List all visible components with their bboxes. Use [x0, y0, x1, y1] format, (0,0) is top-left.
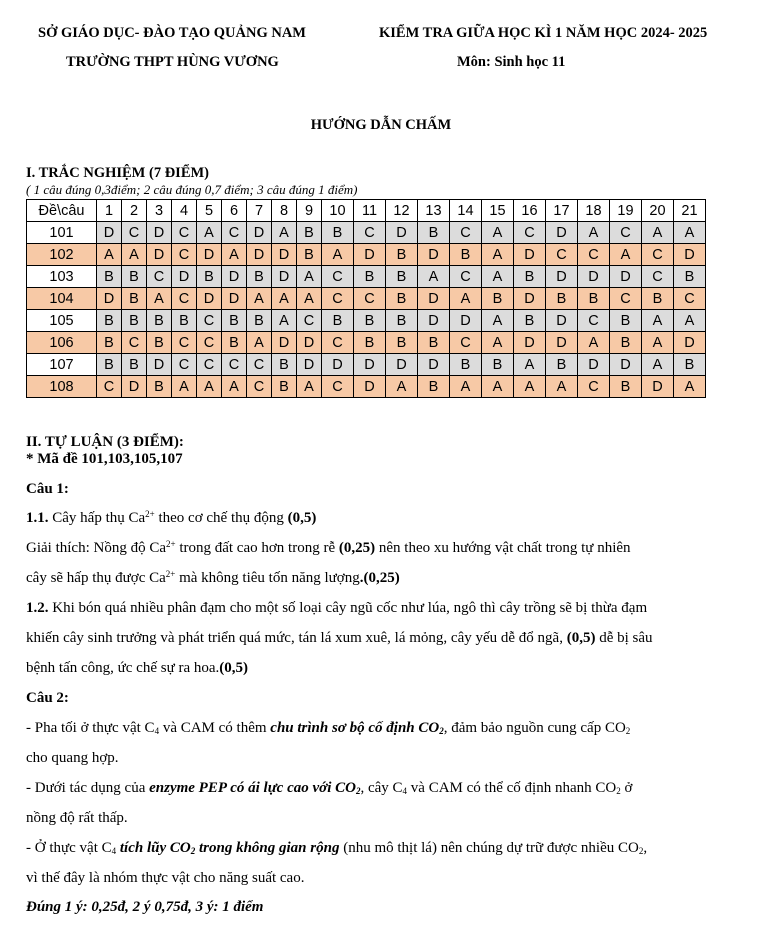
score: (0,25): [338, 540, 376, 556]
table-header-question: 16: [514, 200, 546, 222]
answer-cell: C: [172, 288, 197, 310]
answer-2-point3-line2: [26, 870, 304, 887]
answer-cell: D: [610, 354, 642, 376]
point-text: , đảm bảo nguồn cung cấp CO: [443, 720, 626, 736]
answer-cell: D: [546, 310, 578, 332]
answer-cell: C: [674, 288, 706, 310]
table-header-question: 15: [482, 200, 514, 222]
answer-cell: D: [354, 354, 386, 376]
answer-cell: A: [642, 310, 674, 332]
point-text: ở: [620, 780, 633, 796]
subscript: 4: [154, 726, 160, 736]
answer-cell: B: [272, 354, 297, 376]
expl-text: cây sẽ hấp thụ được Ca: [26, 570, 166, 586]
answer-cell: B: [147, 310, 172, 332]
answer-1-2-line1: [26, 600, 647, 617]
superscript: 2+: [165, 539, 176, 549]
point-emphasis: chu trình sơ bộ cố định CO: [270, 720, 440, 736]
answer-1-2-text: dễ bị sâu: [595, 630, 653, 646]
answer-cell: D: [222, 288, 247, 310]
answer-cell: D: [197, 244, 222, 266]
answer-2-point1-line1: [26, 720, 630, 737]
answer-cell: B: [514, 266, 546, 288]
point-text: ,: [643, 840, 648, 856]
answer-1-1-text2: theo cơ chế thụ động: [154, 510, 288, 526]
answer-cell: A: [322, 244, 354, 266]
answer-1-1-explanation-line1: [26, 540, 631, 557]
table-row: [27, 222, 706, 244]
answer-cell: B: [322, 222, 354, 244]
answer-cell: D: [578, 266, 610, 288]
answer-cell: A: [610, 244, 642, 266]
answer-cell: D: [147, 222, 172, 244]
answer-cell: B: [482, 288, 514, 310]
answer-cell: B: [386, 266, 418, 288]
answer-cell: A: [674, 310, 706, 332]
answer-cell: B: [354, 332, 386, 354]
point-emphasis: tích lũy CO: [116, 840, 191, 856]
table-header-question: 20: [642, 200, 674, 222]
answer-cell: B: [222, 310, 247, 332]
answer-cell: A: [514, 354, 546, 376]
exam-title: KIỂM TRA GIỮA HỌC KÌ 1 NĂM HỌC 2024- 2025: [379, 25, 708, 41]
subscript: 2: [439, 726, 444, 736]
answer-cell: A: [197, 222, 222, 244]
answer-cell: B: [122, 266, 147, 288]
exam-code-cell: 107: [27, 354, 97, 376]
question1-label: Câu 1:: [26, 481, 69, 497]
score: (0,5): [287, 510, 317, 526]
table-header-question: 12: [386, 200, 418, 222]
table-header-question: 7: [247, 200, 272, 222]
answer-cell: B: [578, 288, 610, 310]
answer-cell: D: [450, 310, 482, 332]
table-header-question: 21: [674, 200, 706, 222]
answer-cell: A: [297, 376, 322, 398]
answer-2-point1-line2: [26, 750, 119, 767]
department-name: SỞ GIÁO DỤC- ĐÀO TẠO QUẢNG NAM: [38, 25, 306, 41]
table-row: [27, 244, 706, 266]
answer-cell: B: [222, 332, 247, 354]
answer-cell: D: [546, 332, 578, 354]
answer-cell: D: [122, 376, 147, 398]
answer-cell: D: [272, 244, 297, 266]
answer-cell: A: [450, 376, 482, 398]
answer-cell: B: [322, 310, 354, 332]
answer-cell: A: [642, 354, 674, 376]
point-text: và CAM có thêm: [159, 720, 271, 736]
table-header-question: 1: [97, 200, 122, 222]
point-emphasis: trong không gian rộng: [195, 840, 340, 856]
exam-code-cell: 103: [27, 266, 97, 288]
answer-cell: C: [610, 288, 642, 310]
answer-1-2-text: bệnh tấn công, ức chế sự ra hoa.: [26, 660, 220, 676]
answer-1-1-text: Cây hấp thụ Ca: [48, 510, 146, 526]
subscript: 2: [190, 846, 196, 856]
answer-cell: D: [354, 244, 386, 266]
answer-cell: A: [482, 266, 514, 288]
point-text: , cây C: [360, 780, 403, 796]
answer-cell: A: [674, 222, 706, 244]
table-header-question: 9: [297, 200, 322, 222]
answer-cell: B: [674, 354, 706, 376]
answer-cell: D: [386, 222, 418, 244]
answer-cell: C: [610, 222, 642, 244]
answer-cell: D: [222, 266, 247, 288]
answer-cell: D: [97, 222, 122, 244]
answer-cell: B: [642, 288, 674, 310]
expl-text: Giải thích: Nồng độ Ca: [26, 540, 166, 556]
answer-cell: D: [418, 354, 450, 376]
answer-cell: C: [247, 376, 272, 398]
point-emphasis: enzyme PEP có ái lực cao với CO: [149, 780, 356, 796]
answer-cell: A: [642, 222, 674, 244]
answer-cell: D: [514, 288, 546, 310]
table-row: [27, 288, 706, 310]
answer-cell: C: [546, 244, 578, 266]
answer-1-2-line3: [26, 660, 248, 677]
answer-cell: D: [272, 266, 297, 288]
answer-cell: A: [450, 288, 482, 310]
answer-cell: C: [322, 288, 354, 310]
exam-code-cell: 106: [27, 332, 97, 354]
subject-name: Môn: Sinh học 11: [457, 54, 566, 70]
answer-2-point3-line1: [26, 840, 647, 857]
subscript: 4: [111, 846, 117, 856]
table-header-question: 14: [450, 200, 482, 222]
answer-cell: B: [418, 332, 450, 354]
answer-cell: A: [272, 288, 297, 310]
answer-cell: B: [546, 288, 578, 310]
expl-text: nên theo xu hướng vật chất trong tự nhiên: [375, 540, 631, 556]
answer-cell: A: [222, 376, 247, 398]
answer-cell: B: [354, 266, 386, 288]
answer-cell: D: [272, 332, 297, 354]
answer-1-2-line2: [26, 630, 653, 647]
answer-cell: D: [354, 376, 386, 398]
section2-heading: II. TỰ LUẬN (3 ĐIỂM):: [26, 434, 184, 450]
subscript: 2: [616, 786, 621, 796]
answer-1-1: [26, 510, 316, 527]
answer-cell: A: [272, 222, 297, 244]
point-text: (nhu mô thịt lá) nên chúng dự trữ được nhiều CO: [339, 840, 639, 856]
answer-cell: C: [172, 222, 197, 244]
superscript: 2+: [145, 509, 155, 519]
answer-cell: C: [354, 222, 386, 244]
answer-cell: C: [172, 354, 197, 376]
point-text: vì thế đây là nhóm thực vật cho năng suất cao.: [26, 870, 305, 886]
answer-cell: C: [642, 244, 674, 266]
answer-cell: B: [172, 310, 197, 332]
answer-cell: B: [610, 332, 642, 354]
answer-cell: A: [122, 244, 147, 266]
answer-cell: C: [222, 354, 247, 376]
answer-cell: D: [674, 244, 706, 266]
exam-code-cell: 104: [27, 288, 97, 310]
expl-text: mà không tiêu tốn năng lượng: [175, 570, 360, 586]
answer-cell: D: [297, 354, 322, 376]
table-row: [27, 376, 706, 398]
answer-cell: B: [386, 332, 418, 354]
answer-cell: B: [122, 310, 147, 332]
answer-key-table: [26, 199, 706, 398]
table-header-question: 3: [147, 200, 172, 222]
answer-cell: D: [386, 354, 418, 376]
answer-1-2-text: Khi bón quá nhiều phân đạm cho một số loại cây ngũ cốc như lúa, ngô thì cây trồng sẽ bị thừa đạm: [48, 600, 648, 616]
answer-cell: A: [247, 288, 272, 310]
table-header-question: 4: [172, 200, 197, 222]
answer-cell: A: [172, 376, 197, 398]
answer-cell: C: [147, 266, 172, 288]
answer-cell: D: [418, 288, 450, 310]
answer-cell: B: [97, 266, 122, 288]
answer-cell: C: [578, 244, 610, 266]
exam-codes: * Mã đề 101,103,105,107: [26, 451, 183, 467]
answer-cell: A: [222, 244, 247, 266]
answer-cell: A: [482, 376, 514, 398]
answer-cell: D: [147, 354, 172, 376]
point-text: - Ở thực vật C: [26, 840, 112, 856]
answer-cell: B: [546, 354, 578, 376]
question2-label: Câu 2:: [26, 690, 69, 706]
answer-cell: A: [578, 332, 610, 354]
answer-cell: B: [450, 244, 482, 266]
answer-cell: B: [386, 288, 418, 310]
answer-cell: D: [247, 244, 272, 266]
answer-cell: A: [197, 376, 222, 398]
answer-2-point2-line2: [26, 810, 128, 827]
answer-cell: A: [272, 310, 297, 332]
answer-cell: C: [247, 354, 272, 376]
answer-cell: A: [514, 376, 546, 398]
answer-cell: A: [482, 244, 514, 266]
answer-cell: B: [610, 310, 642, 332]
answer-cell: B: [386, 310, 418, 332]
answer-cell: D: [247, 222, 272, 244]
answer-cell: D: [546, 266, 578, 288]
answer-cell: C: [322, 376, 354, 398]
answer-cell: B: [247, 266, 272, 288]
subscript: 2: [355, 786, 361, 796]
score: (0,5): [566, 630, 596, 646]
table-header-corner: Đề\câu: [27, 200, 97, 222]
answer-cell: B: [418, 376, 450, 398]
answer-cell: B: [610, 376, 642, 398]
answer-cell: B: [674, 266, 706, 288]
answer-cell: D: [322, 354, 354, 376]
answer-cell: A: [418, 266, 450, 288]
table-row: [27, 266, 706, 288]
answer-cell: C: [122, 222, 147, 244]
answer-cell: D: [172, 266, 197, 288]
answer-cell: B: [297, 244, 322, 266]
exam-code-cell: 108: [27, 376, 97, 398]
table-header-question: 17: [546, 200, 578, 222]
table-header-question: 6: [222, 200, 247, 222]
answer-cell: A: [482, 332, 514, 354]
table-row: [27, 332, 706, 354]
answer-cell: A: [642, 332, 674, 354]
table-header-question: 5: [197, 200, 222, 222]
answer-cell: B: [514, 310, 546, 332]
expl-text: trong đất cao hơn trong rễ: [175, 540, 339, 556]
answer-cell: B: [97, 332, 122, 354]
answer-cell: D: [578, 354, 610, 376]
answer-cell: C: [297, 310, 322, 332]
answer-cell: D: [147, 244, 172, 266]
answer-cell: B: [418, 222, 450, 244]
answer-cell: A: [97, 244, 122, 266]
score: .(0,25): [359, 570, 400, 586]
answer-cell: D: [418, 244, 450, 266]
answer-cell: C: [197, 310, 222, 332]
answer-cell: A: [546, 376, 578, 398]
answer-1-2-text: khiến cây sinh trưởng và phát triển quá mức, tán lá xum xuê, lá mỏng, cây yếu dễ đổ ngã,: [26, 630, 567, 646]
answer-cell: C: [450, 222, 482, 244]
answer-1-2-num: 1.2.: [26, 600, 49, 616]
answer-cell: C: [450, 332, 482, 354]
question2-scoring: Đúng 1 ý: 0,25đ, 2 ý 0,75đ, 3 ý: 1 điểm: [26, 899, 264, 915]
answer-cell: C: [450, 266, 482, 288]
answer-cell: A: [674, 376, 706, 398]
answer-cell: B: [272, 376, 297, 398]
answer-cell: B: [97, 310, 122, 332]
table-header-question: 13: [418, 200, 450, 222]
answer-cell: A: [482, 310, 514, 332]
answer-1-1-num: 1.1.: [26, 510, 49, 526]
answer-cell: D: [97, 288, 122, 310]
answer-cell: B: [122, 354, 147, 376]
answer-2-point2-line1: [26, 780, 632, 797]
answer-cell: C: [578, 376, 610, 398]
table-header-question: 11: [354, 200, 386, 222]
answer-cell: D: [546, 222, 578, 244]
exam-code-cell: 102: [27, 244, 97, 266]
answer-cell: D: [514, 244, 546, 266]
answer-cell: B: [147, 376, 172, 398]
answer-cell: D: [514, 332, 546, 354]
answer-cell: A: [386, 376, 418, 398]
answer-cell: A: [578, 222, 610, 244]
subscript: 2: [638, 846, 644, 856]
subscript: 4: [402, 786, 408, 796]
answer-cell: D: [642, 376, 674, 398]
answer-cell: B: [147, 332, 172, 354]
answer-cell: C: [578, 310, 610, 332]
answer-cell: D: [197, 288, 222, 310]
answer-cell: B: [197, 266, 222, 288]
answer-cell: C: [97, 376, 122, 398]
answer-cell: D: [610, 266, 642, 288]
answer-cell: B: [450, 354, 482, 376]
table-header-question: 18: [578, 200, 610, 222]
point-text: nồng độ rất thấp.: [26, 810, 128, 826]
answer-cell: A: [297, 288, 322, 310]
answer-cell: C: [222, 222, 247, 244]
table-row: [27, 354, 706, 376]
answer-cell: C: [197, 354, 222, 376]
section1-heading: I. TRẮC NGHIỆM (7 ĐIỂM): [26, 165, 209, 181]
answer-cell: B: [247, 310, 272, 332]
point-text: - Dưới tác dụng của: [26, 780, 150, 796]
answer-cell: D: [418, 310, 450, 332]
answer-cell: C: [514, 222, 546, 244]
answer-cell: D: [674, 332, 706, 354]
answer-cell: C: [642, 266, 674, 288]
page-title: HƯỚNG DẪN CHẤM: [310, 117, 452, 133]
point-text: và CAM có thể cố định nhanh CO: [407, 780, 617, 796]
answer-1-1-explanation-line2: [26, 570, 400, 587]
answer-cell: B: [97, 354, 122, 376]
answer-cell: D: [297, 332, 322, 354]
answer-cell: C: [322, 266, 354, 288]
school-name: TRƯỜNG THPT HÙNG VƯƠNG: [66, 54, 279, 70]
table-header-question: 8: [272, 200, 297, 222]
answer-cell: B: [482, 354, 514, 376]
answer-cell: B: [386, 244, 418, 266]
answer-cell: C: [172, 244, 197, 266]
answer-cell: C: [354, 288, 386, 310]
exam-code-cell: 101: [27, 222, 97, 244]
answer-cell: C: [172, 332, 197, 354]
point-text: cho quang hợp.: [26, 750, 119, 766]
subscript: 2: [625, 726, 631, 736]
answer-cell: B: [297, 222, 322, 244]
score: (0,5): [219, 660, 249, 676]
table-header-question: 10: [322, 200, 354, 222]
answer-cell: A: [147, 288, 172, 310]
answer-cell: C: [122, 332, 147, 354]
section1-note: ( 1 câu đúng 0,3điểm; 2 câu đúng 0,7 điểm; 3 câu đúng 1 điểm): [26, 182, 358, 197]
answer-cell: B: [122, 288, 147, 310]
answer-cell: A: [247, 332, 272, 354]
answer-cell: A: [297, 266, 322, 288]
table-header-question: 2: [122, 200, 147, 222]
answer-cell: C: [197, 332, 222, 354]
answer-cell: B: [354, 310, 386, 332]
superscript: 2+: [165, 569, 176, 579]
point-text: - Pha tối ở thực vật C: [26, 720, 155, 736]
answer-cell: C: [322, 332, 354, 354]
answer-cell: A: [482, 222, 514, 244]
table-header-question: 19: [610, 200, 642, 222]
exam-code-cell: 105: [27, 310, 97, 332]
table-row: [27, 310, 706, 332]
